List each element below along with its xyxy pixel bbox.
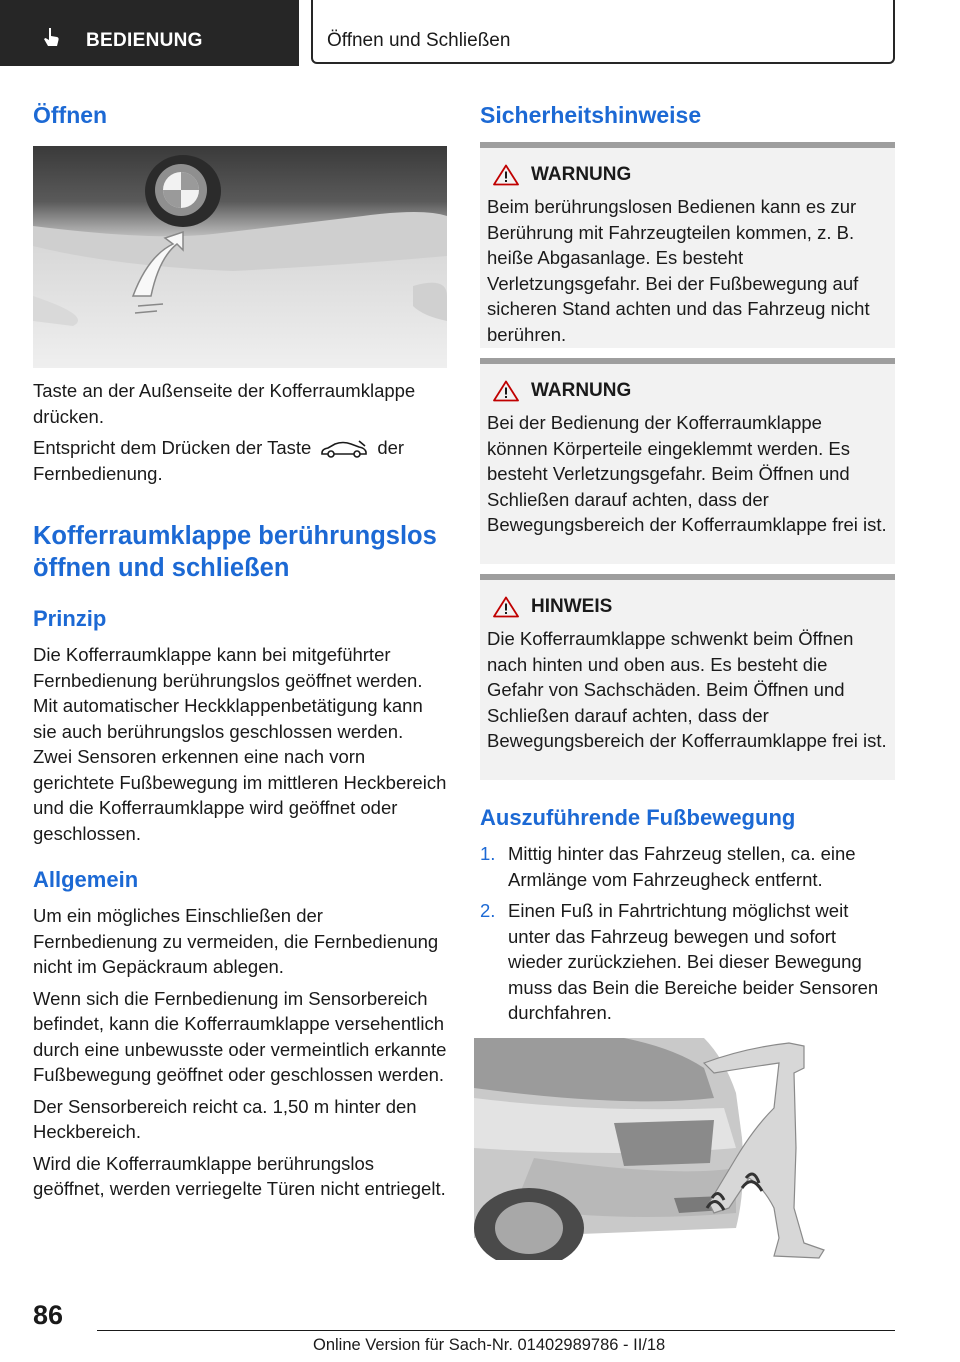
section-label: BEDIENUNG: [86, 30, 203, 51]
heading-sicherheitshinweise: Sicherheitshinweise: [480, 102, 702, 128]
chapter-title: Öffnen und Schließen: [327, 30, 511, 51]
allgemein-paragraph-2: Wenn sich die Fernbedienung im Sensorbereich befindet, kann die Kofferraumklappe versehentlich durch eine unbewusste oder vermeintlich erkannte Fußbewegung geöffnet oder geschlossen werden.: [33, 987, 447, 1085]
heading-prinzip: Prinzip: [33, 606, 107, 631]
section-tab: [0, 0, 299, 66]
prinzip-paragraph: Die Kofferraumklappe kann bei mitgeführter Fernbedienung berührungslos geöffnet werden. Mit automatischer Heckklappenbetätigung kann sie auch berührungslos geschlossen werden. Zwei Sensoren erkennen eine nach vorn gerichtete Fußbewegung im mittleren Heckbereich und die Kofferraumklappe wird geöffnet oder geschlossen.: [33, 644, 447, 844]
allgemein-paragraph-4: Wird die Kofferraumklappe berührungslos geöffnet, werden verriegelte Türen nicht entriegelt.: [33, 1152, 446, 1199]
page-number: 86: [33, 1300, 64, 1330]
allgemein-paragraph-1: Um ein mögliches Einschließen der Fernbedienung zu vermeiden, die Fernbedienung nicht im Gepäckraum ablegen.: [33, 905, 439, 977]
footer-online-version: Online Version für Sach-Nr. 01402989786 - II/18: [313, 1336, 666, 1354]
list-item: [480, 898, 895, 1026]
warning-triangle-icon: [493, 596, 519, 618]
oeffnen-paragraph-2: [33, 435, 447, 486]
heading-allgemein: Allgemein: [33, 867, 139, 892]
warning-box-1: [480, 142, 895, 348]
heading-fussbewegung: Auszuführende Fußbewegung: [480, 805, 796, 830]
heading-kofferraumklappe: Kofferraumklappe berührungslos öffnen und schließen: [33, 522, 437, 582]
allgemein-text: [33, 903, 447, 1202]
list-item: [480, 841, 895, 892]
footer-divider: [97, 1330, 895, 1331]
warning-box-2: [480, 358, 895, 564]
step-text: Einen Fuß in Fahrtrichtung möglichst weit unter das Fahrzeug bewegen und sofort wieder zurückziehen. Bei dieser Bewegung muss das Bein die Bereiche beider Sensoren durchfahren.: [508, 900, 879, 1023]
step-list: [480, 841, 895, 1026]
prinzip-text: [33, 642, 447, 846]
car-tailgate-key-icon: [319, 438, 369, 460]
notice-title: WARNUNG: [531, 164, 632, 185]
notice-text: Bei der Bedienung der Kofferraumklappe können Körperteile eingeklemmt werden. Es besteht Verletzungsgefahr. Beim Öffnen und Schließen darauf achten, dass der Bewegungsbereich der Kofferraumklappe frei ist.: [487, 412, 887, 535]
oeffnen-text: [33, 378, 447, 486]
step-text: Mittig hinter das Fahrzeug stellen, ca. eine Armlänge vom Fahrzeugheck entfernt.: [508, 843, 856, 890]
chapter-tab: [311, 0, 895, 64]
oeffnen-p2-before: Entspricht dem Drücken der Taste: [33, 437, 312, 458]
notice-title: HINWEIS: [531, 596, 613, 617]
notice-text: Die Kofferraumklappe schwenkt beim Öffnen nach hinten und oben aus. Es besteht die Gefahr von Sachschäden. Beim Öffnen und Schließen darauf achten, dass der Bewegungsbereich der Kofferraumklappe frei ist.: [487, 628, 887, 751]
heading-oeffnen: Öffnen: [33, 102, 108, 128]
oeffnen-p2-after: der Fernbedienung.: [33, 437, 405, 484]
notice-text: Beim berührungslosen Bedienen kann es zur Berührung mit Fahrzeugteilen kommen, z. B. heiße Abgasanlage. Es besteht Verletzungsgefahr. Bei der Fußbewegung auf sicheren Stand achten und das Fahrzeug nicht berühren.: [487, 196, 870, 345]
oeffnen-paragraph-1: Taste an der Außenseite der Kofferraumklappe drücken.: [33, 380, 416, 427]
warning-triangle-icon: [493, 380, 519, 402]
hint-box: [480, 574, 895, 780]
step-number: 2.: [480, 900, 496, 921]
foot-movement-illustration: [474, 1038, 832, 1260]
allgemein-paragraph-3: Der Sensorbereich reicht ca. 1,50 m hinter den Heckbereich.: [33, 1095, 417, 1142]
hand-pointer-icon: [42, 27, 62, 47]
tailgate-button-illustration: [33, 146, 447, 368]
step-number: 1.: [480, 843, 496, 864]
notice-title: WARNUNG: [531, 380, 632, 401]
warning-triangle-icon: [493, 164, 519, 186]
